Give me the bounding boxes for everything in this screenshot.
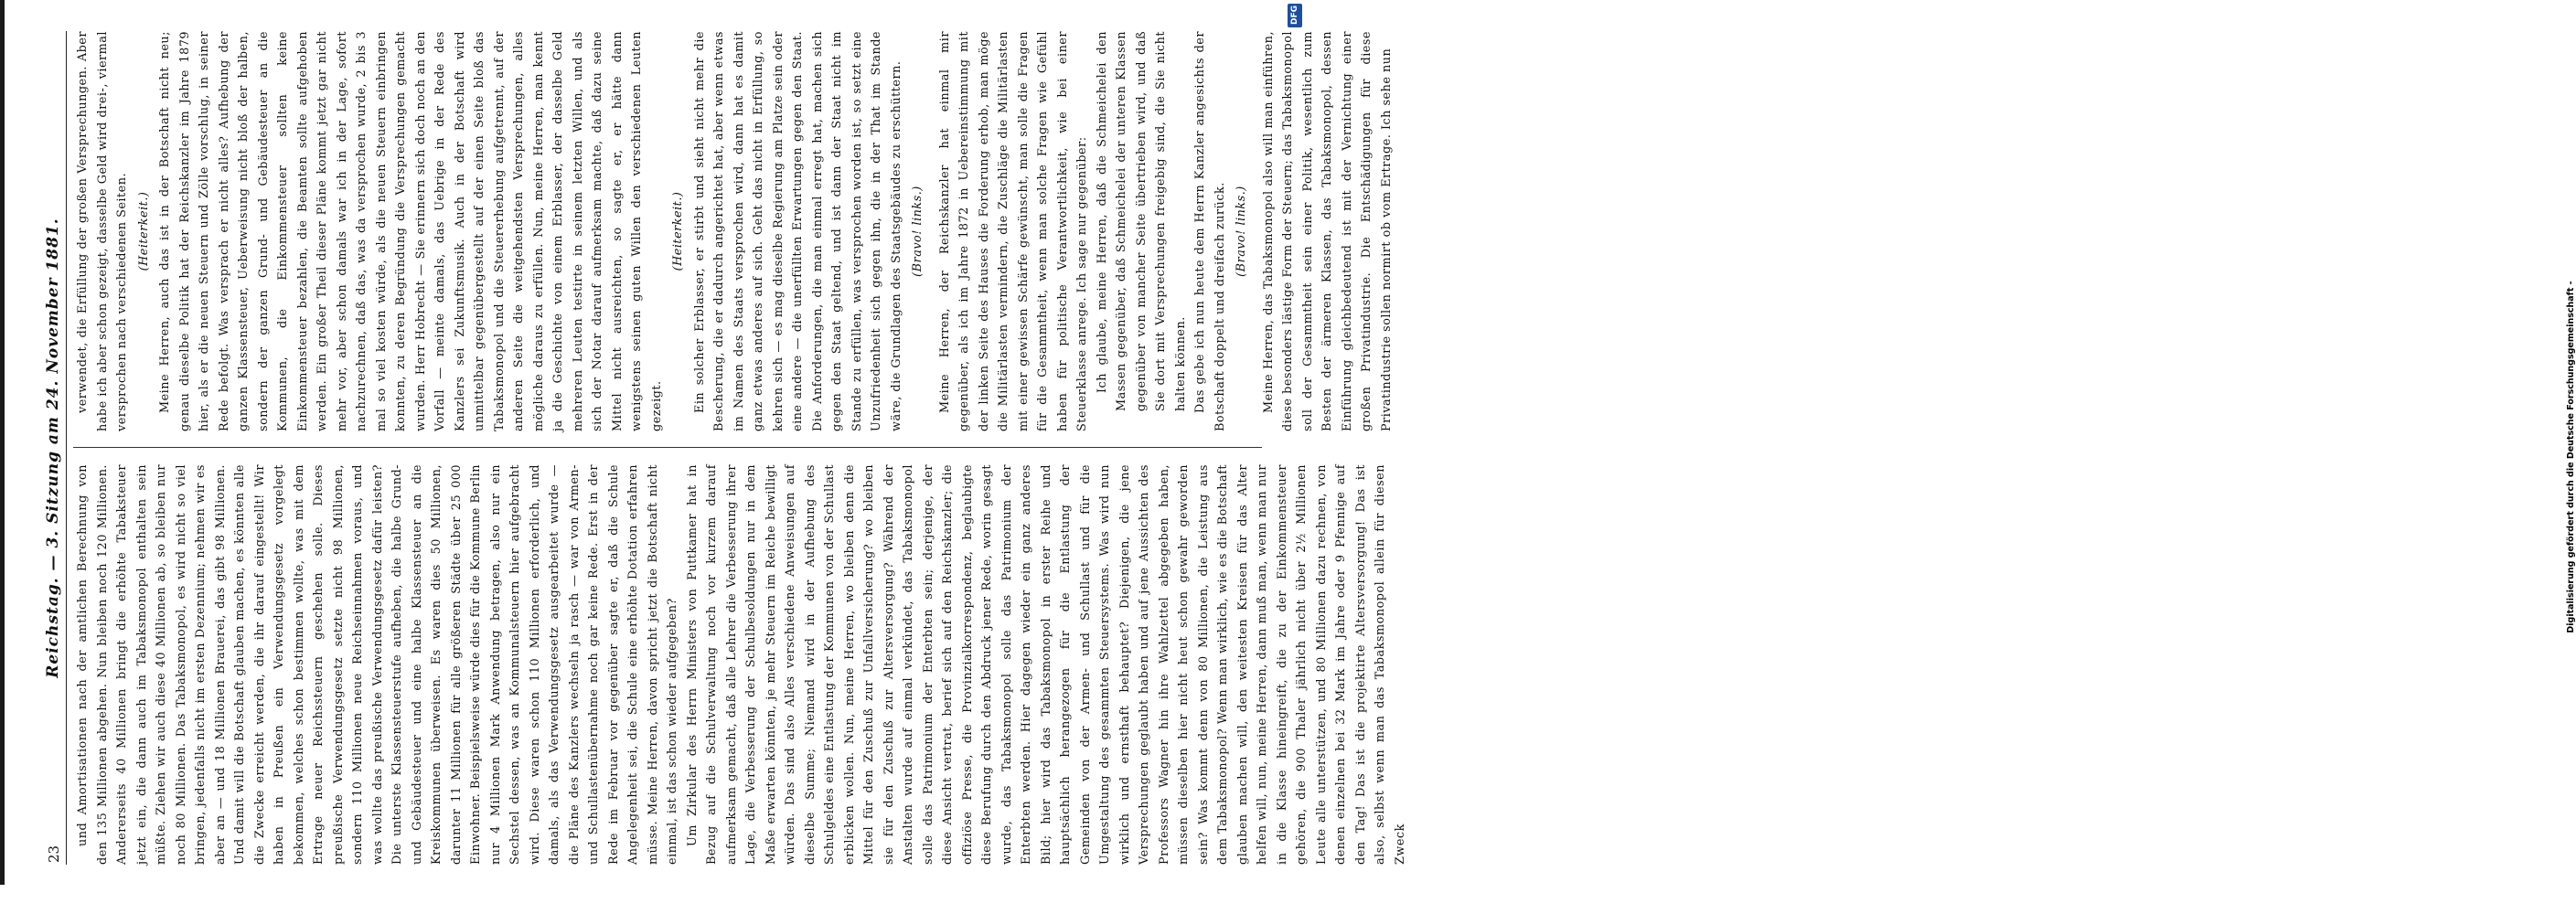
paragraph: Meine Herren, der Reichskanzler hat einmal mir gegenüber, als ich im Jahre 1872 in Uebereinstimmung mit der linken Seite des Hauses die Forderung erhob, man möge die Militärlasten vermindern, die Zuschläge die Militärlasten mit einer gewissen Schärfe gewünscht, man solle die Fragen für die Gesammtheit, wenn man solche Fragen wie Gefühl haben für politische Verantwortlichkeit, wie bei einer Steuerklasse anrege. Ich sage nur gegenüber: [937,31,1089,431]
column-divider [73,447,1262,448]
dfg-logo-text: DFG [1290,5,1299,25]
paragraph: Meine Herren, das Tabaksmonopol also will man einführen, diese besonders lästige Form der Steuern; das Tabaksmonopol soll der Gesammtheit sein einer Politik, wesentlich zum Besten der ärmeren Klassen, das Tabaksmonopol, dessen Einführung gleichbedeutend ist mit der Vernichtung einer großen Privatindustrie. Die Entschädigungen für diese Privatindustrie sollen normirt ob vom Ertrage. Ich sehe nun [1261,31,1394,431]
running-title: Reichstag. — 3. Sitzung am 24. November 1881. [44,218,62,678]
paragraph: Um Zirkular des Herrn Ministers von Puttkamer hat in Bezug auf die Schulverwaltung noch vor kurzem darauf aufmerksam gemacht, daß alle Lehrer die Verbesserung ihrer Lage, die Verbesserung der Schulbesoldungen nur in dem Maße erwarten könnten, je mehr Steuern im Reiche bewilligt würden. Das sind also Alles verschiedene Anweisungen auf dieselbe Summe; Niemand wird in der Aufhebung des Schulgeldes eine Entlastung der Kommunen von der Schullast erblicken wollen. Nun, meine Herren, wo bleiben denn die Mittel für den Zuschuß zur Unfallversicherung? wo bleiben sie für den Zuschuß zur Altersversorgung? Während der Anstalten wurde auf einmal verkündet, das Tabaksmonopol solle das Patrimonium der Enterbten sein; derjenige, der diese Ansicht vertrat, berief sich auf den Reichskanzler; die offiziöse Presse, die Provinzialkorrespondenz, beglaubigte diese Berufung durch den Abdruck jener Rede, worin gesagt wurde, das Tabaksmonopol solle das Patrimonium der Enterbten werden. Hier dagegen wieder ein ganz anderes Bild; hier wird das Tabaksmonopol in erster Reihe und hauptsächlich herangezogen für die Entlastung der Gemeinden von der Armen- und Schullast und für die Umgestaltung des gesammten Steuersystems. Was wird nun wirklich und ernsthaft behauptet? Diejenigen, die jene Versprechungen geglaubt haben und auf jene Aussichten des Professors Wagner hin ihre Wahlzettel abgegeben haben, müssen dieselben hier nicht heut schon gewahr geworden sein? Was kommt denn von 80 Millionen, die Leistung aus dem Tabaksmonopol? Wenn man wirklich, wie es die Botschaft glauben machen will, den weitesten Kreisen für das Alter helfen will, nun, meine Herren, dann muß man, wenn man nur in die Klasse hineingreift, die zu der Einkommensteuer gehören, die 900 Thaler jährlich nicht über 2½ Millionen Leute alle unterstützen, und 80 Millionen dazu rechnen, von denen einzelnen bei 32 Mark im Jahre oder 9 Pfennige auf den Tag! Das ist die projektirte Altersversorgung! Das ist also, selbst wenn man das Tabaksmonopol allein für diesen Zweck [685,464,1407,865]
rotated-print-area [42,31,1407,865]
dfg-logo [1288,4,1302,27]
remark-laughter: (Heiterkeit.) [136,191,151,271]
paragraph: Meine Herren, auch das ist in der Botschaft nicht neu; genau dieselbe Politik hat der Reichskanzler im Jahre 1879 hier, als er die neuen Steuern und Zölle vorschlug, in seiner Rede befolgt. Was versprach er nicht alles? Aufhebung der ganzen Klassensteuer, Ueberweisung nicht bloß der halben, sondern der ganzen Grund- und Gebäudesteuer an die Kommunen, die Einkommensteuer sollten keine Einkommensteuer bezahlen, die Beamten sollte aufgehoben werden. Ein großer Theil dieser Pläne kommt jetzt gar nicht mehr vor, aber schon damals war ich in der Lage, sofort nachzurechnen, daß das, was da versprochen wurde, 2 bis 3 mal so viel kosten würde, als die neuen Steuern einbringen konnten, zu deren Begründung die Versprechungen gemacht wurden. Herr Hobrecht — Sie erinnern sich doch noch an den Vorfall — meinte damals, das Uebrige in der Rede des Kanzlers sei Zukunftsmusik. Auch in der Botschaft wird unmittelbar gegenübergestellt auf der einen Seite bloß das Tabaksmonopol und die Steuererhebung aufgetrennt, auf der anderen Seite die weitgehendsten Versprechungen, alles mögliche daraus zu erfüllen. Nun, meine Herren, man kennt ja die Geschichte von einem Erblasser, der dasselbe Geld mehreren Leuten testirte in seinem letzten Willen, und als sich der Notar darauf aufmerksam machte, daß dazu seine Mittel nicht ausreichten, so sagte er, er hätte dann wenigstens seinen guten Willen den verschiedenen Leuten gezeigt. [158,31,664,431]
page-number: 23 [46,845,62,863]
header-rule [66,31,67,865]
remark-applause: (Bravo! links.) [1235,186,1248,277]
quoted-paragraph: Ich glaube, meine Herren, daß die Schmeichelei den Massen gegenüber, daß Schmeichelei der unteren Klassen gegenüber von mancher Seite übertrieben wird, und daß Sie dort mit Versprechungen freigebig sind, die Sie nicht halten können. [1095,31,1188,411]
binding-edge [0,0,5,914]
paragraph: verwendet, die Erfüllung der großen Versprechungen. Aber habe ich aber schon gezeigt, dasselbe Geld wird drei-, viermal versprochen nach verschiedenen Seiten. [76,31,129,431]
page-header [42,31,66,865]
paragraph: und Amortisationen nach der amtlichen Berechnung von den 135 Millionen abgehen. Nun bleiben noch 120 Millionen. Andererseits 40 Millionen bringt die erhöhte Tabaksteuer jetzt ein, die dann auch im Tabaksmonopol enthalten sein müßte. Ziehen wir auch diese 40 Millionen ab, so bleiben nur noch 80 Millionen. Das Tabaksmonopol, es wird nicht so viel bringen, jedenfalls nicht im ersten Dezennium; nehmen wir es aber an — und 18 Millionen Brauerei, das gibt 98 Millionen. Und damit will die Botschaft glauben machen, es könnten alle die Zwecke erreicht werden, die ihr darauf eingestellt! Wir haben in Preußen ein Verwendungsgesetz vorgelegt bekommen, welches schon bestimmen wollte, was mit dem Ertrage neuer Reichssteuern geschehen solle. Dieses preußische Verwendungsgesetz setzte nicht 98 Millionen, sondern 110 Millionen neue Reichseinnahmen voraus, und was wollte das preußische Verwendungsgesetz dafür leisten? Die unterste Klassensteuerstufe aufheben, die halbe Grund- und Gebäudesteuer und eine halbe Klassensteuer an die Kreiskommunen überweisen. Es waren dies 50 Millionen, darunter 11 Millionen für alle größeren Städte über 25 000 Einwohner. Beispielsweise würde dies für die Kommune Berlin nur 4 Millionen Mark Anwendung betragen, also nur ein Sechstel dessen, was an Kommunalsteuern hier aufgebracht wird. Diese waren schon 110 Millionen erforderlich, und damals, als das Verwendungsgesetz ausgearbeitet wurde — die Pläne des Kanzlers wechseln ja rasch — war von Armen- und Schullastenübernahme noch gar keine Rede. Erst in der Rede im Februar vor gegenüber sagte er, daß die Schule Angelegenheit sei, die Schule eine erhöhte Dotation erfahren müsse. Meine Herren, davon spricht jetzt die Botschaft nicht einmal, ist das schon wieder aufgegeben? [76,464,679,865]
left-column [73,464,1407,865]
binding-notch [0,885,11,914]
remark-applause: (Bravo! links.) [911,186,925,277]
digitization-note-text: Digitalisierung gefördert durch die Deutsche Forschungsgemeinschaft - [2566,281,2576,633]
paragraph: Ein solcher Erblasser, er stirbt und sieht nicht mehr die Bescherung, die er dadurch angerichtet hat, aber wenn etwas im Namen des Staats versprochen wird, dann hat es damit ganz etwas anderes auf sich. Geht das nicht in Erfüllung, so kehren sich — es mag dieselbe Regierung am Platze sein oder eine andere — die unerfüllten Erwartungen gegen den Staat. Die Anforderungen, die man einmal erregt hat, machen sich gegen den Staat geltend, und ist dann der Staat nicht im Stande zu erfüllen, was versprochen worden ist, so setzt eine Unzufriedenheit sich gegen ihn, die in der That im Stande wäre, die Grundlagen des Staatsgebäudes zu erschüttern. [692,31,903,431]
remark-laughter: (Heiterkeit.) [671,191,685,271]
right-column [73,31,1394,431]
paragraph: Das gebe ich nun heute dem Herrn Kanzler angesichts der Botschaft doppelt und dreifach zurück. [1193,31,1227,431]
